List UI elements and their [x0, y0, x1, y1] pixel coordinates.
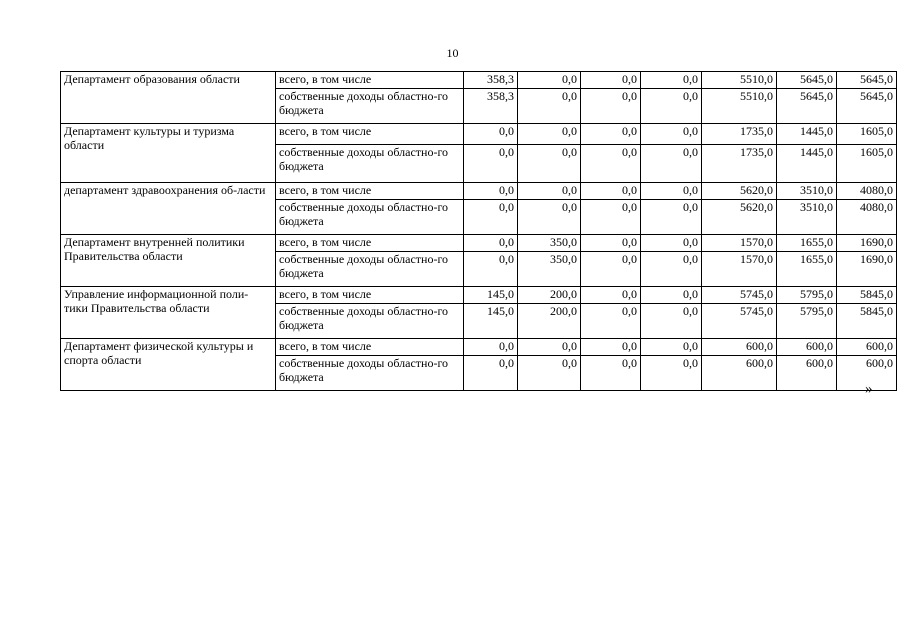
row-type-own-revenue: собственные доходы областно-го бюджета [276, 145, 464, 183]
table-row [61, 287, 897, 304]
row-type-total: всего, в том числе [276, 235, 464, 252]
value-cell: 600,0 [702, 339, 777, 356]
value-cell: 5845,0 [837, 287, 897, 304]
value-cell: 350,0 [518, 252, 581, 287]
value-cell: 600,0 [777, 339, 837, 356]
value-cell: 5645,0 [777, 89, 837, 124]
value-cell: 0,0 [518, 89, 581, 124]
value-cell: 1655,0 [777, 235, 837, 252]
value-cell: 5795,0 [777, 287, 837, 304]
value-cell: 600,0 [837, 339, 897, 356]
value-cell: 5845,0 [837, 304, 897, 339]
value-cell: 5745,0 [702, 304, 777, 339]
value-cell: 5645,0 [837, 89, 897, 124]
row-type-own-revenue: собственные доходы областно-го бюджета [276, 304, 464, 339]
value-cell: 145,0 [464, 304, 518, 339]
value-cell: 5645,0 [837, 72, 897, 89]
value-cell: 0,0 [641, 124, 702, 145]
value-cell: 0,0 [518, 72, 581, 89]
value-cell: 5620,0 [702, 183, 777, 200]
department-name: Департамент внутренней политики Правительства области [61, 235, 276, 287]
value-cell: 600,0 [702, 356, 777, 391]
value-cell: 0,0 [464, 252, 518, 287]
page-number: 10 [446, 46, 459, 60]
row-type-total: всего, в том числе [276, 183, 464, 200]
department-name: Управление информационной поли-тики Правительства области [61, 287, 276, 339]
value-cell: 0,0 [581, 200, 641, 235]
table-row [61, 235, 897, 252]
row-type-own-revenue: собственные доходы областно-го бюджета [276, 89, 464, 124]
value-cell: 1735,0 [702, 145, 777, 183]
closing-quote-mark: » [865, 381, 873, 397]
value-cell: 0,0 [641, 287, 702, 304]
value-cell: 1445,0 [777, 145, 837, 183]
value-cell: 0,0 [581, 287, 641, 304]
value-cell: 5510,0 [702, 89, 777, 124]
value-cell: 0,0 [464, 183, 518, 200]
value-cell: 0,0 [641, 145, 702, 183]
row-type-total: всего, в том числе [276, 72, 464, 89]
value-cell: 0,0 [518, 124, 581, 145]
value-cell: 1570,0 [702, 235, 777, 252]
value-cell: 0,0 [518, 339, 581, 356]
value-cell: 1570,0 [702, 252, 777, 287]
value-cell: 600,0 [777, 356, 837, 391]
value-cell: 0,0 [641, 89, 702, 124]
value-cell: 1690,0 [837, 235, 897, 252]
value-cell: 0,0 [641, 72, 702, 89]
value-cell: 5510,0 [702, 72, 777, 89]
value-cell: 358,3 [464, 89, 518, 124]
table-row [61, 339, 897, 356]
value-cell: 5745,0 [702, 287, 777, 304]
row-type-total: всего, в том числе [276, 287, 464, 304]
value-cell: 1605,0 [837, 124, 897, 145]
value-cell: 200,0 [518, 287, 581, 304]
value-cell: 0,0 [581, 89, 641, 124]
value-cell: 1605,0 [837, 145, 897, 183]
value-cell: 0,0 [641, 235, 702, 252]
value-cell: 0,0 [464, 145, 518, 183]
value-cell: 4080,0 [837, 183, 897, 200]
value-cell: 0,0 [518, 145, 581, 183]
value-cell: 0,0 [464, 235, 518, 252]
value-cell: 200,0 [518, 304, 581, 339]
value-cell: 3510,0 [777, 200, 837, 235]
value-cell: 1690,0 [837, 252, 897, 287]
value-cell: 0,0 [464, 356, 518, 391]
table-row [61, 72, 897, 89]
row-type-total: всего, в том числе [276, 339, 464, 356]
value-cell: 0,0 [641, 200, 702, 235]
value-cell: 0,0 [581, 145, 641, 183]
value-cell: 1655,0 [777, 252, 837, 287]
row-type-own-revenue: собственные доходы областно-го бюджета [276, 356, 464, 391]
department-name: Департамент образования области [61, 72, 276, 124]
value-cell: 0,0 [641, 304, 702, 339]
value-cell: 0,0 [581, 339, 641, 356]
row-type-own-revenue: собственные доходы областно-го бюджета [276, 252, 464, 287]
value-cell: 145,0 [464, 287, 518, 304]
value-cell: 0,0 [581, 124, 641, 145]
value-cell: 1735,0 [702, 124, 777, 145]
value-cell: 0,0 [641, 339, 702, 356]
department-name: Департамент физической культуры и спорта области [61, 339, 276, 391]
value-cell: 4080,0 [837, 200, 897, 235]
value-cell: 0,0 [581, 356, 641, 391]
value-cell: 0,0 [464, 200, 518, 235]
table-row [61, 183, 897, 200]
value-cell: 0,0 [581, 183, 641, 200]
budget-table [60, 71, 897, 391]
value-cell: 350,0 [518, 235, 581, 252]
value-cell: 0,0 [641, 356, 702, 391]
department-name: департамент здравоохранения об-ласти [61, 183, 276, 235]
value-cell: 600,0 [837, 356, 897, 391]
value-cell: 5795,0 [777, 304, 837, 339]
value-cell: 0,0 [464, 124, 518, 145]
row-type-own-revenue: собственные доходы областно-го бюджета [276, 200, 464, 235]
row-type-total: всего, в том числе [276, 124, 464, 145]
table-row [61, 124, 897, 145]
department-name: Департамент культуры и туризма области [61, 124, 276, 183]
value-cell: 0,0 [518, 200, 581, 235]
value-cell: 3510,0 [777, 183, 837, 200]
value-cell: 0,0 [518, 356, 581, 391]
value-cell: 5620,0 [702, 200, 777, 235]
value-cell: 0,0 [464, 339, 518, 356]
value-cell: 358,3 [464, 72, 518, 89]
value-cell: 1445,0 [777, 124, 837, 145]
table-body [61, 72, 897, 391]
value-cell: 5645,0 [777, 72, 837, 89]
value-cell: 0,0 [581, 72, 641, 89]
value-cell: 0,0 [581, 304, 641, 339]
value-cell: 0,0 [581, 252, 641, 287]
value-cell: 0,0 [581, 235, 641, 252]
value-cell: 0,0 [518, 183, 581, 200]
value-cell: 0,0 [641, 183, 702, 200]
value-cell: 0,0 [641, 252, 702, 287]
